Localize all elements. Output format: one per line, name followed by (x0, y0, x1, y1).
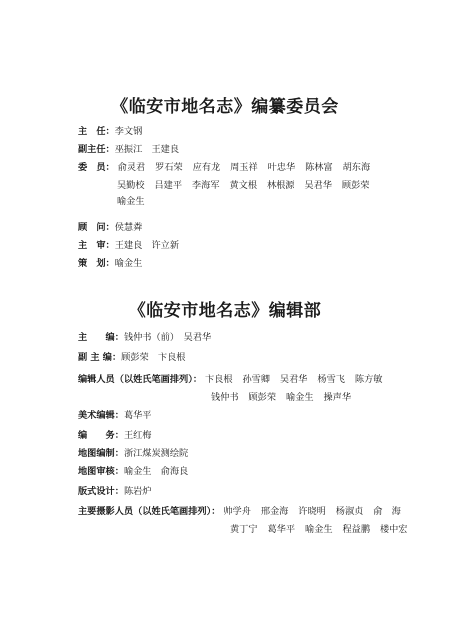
planner-value: 喻金生 (114, 258, 143, 269)
advisor-row (78, 222, 142, 234)
photographer-name: 杨淑贞 (335, 506, 364, 517)
photographer-name: 葛华平 (267, 524, 296, 535)
deputy-editor-row (78, 352, 185, 364)
planner-row (78, 258, 142, 270)
member-name: 李海军 (191, 180, 220, 191)
editorial-title: 《临安市地名志》编辑部 (128, 301, 322, 321)
map-compilation-value: 浙江煤炭测绘院 (123, 448, 189, 459)
art-editor-label: 美术编辑： (78, 410, 124, 421)
advisor-label: 顾 问： (78, 222, 115, 233)
deputy-director-value: 巫振江 王建良 (114, 144, 180, 155)
editors-row-1 (78, 374, 382, 386)
planner-label: 策 划： (78, 258, 115, 269)
map-review-label: 地图审核： (78, 466, 124, 477)
advisor-value: 侯慧粦 (114, 222, 143, 233)
committee-director-row (78, 126, 142, 138)
layout-design-row (78, 486, 152, 498)
editor-name: 喻金生 (285, 392, 314, 403)
committee-deputy-row (78, 144, 179, 156)
editor-name: 操声华 (323, 392, 352, 403)
map-compilation-row (78, 448, 188, 460)
editor-name: 孙雪卿 (242, 374, 270, 385)
deputy-editor-value: 顾彭荣 卞良根 (121, 352, 186, 363)
member-name: 周玉祥 (230, 162, 258, 173)
editor-in-chief-value: 钱仲书（前） 吴君华 (123, 332, 212, 343)
member-name: 陈林富 (305, 162, 333, 173)
member-name: 胡东海 (342, 162, 371, 173)
editors-label: 编辑人员（以姓氏笔画排列）： (78, 374, 203, 385)
photographers-label: 主要摄影人员（以姓氏笔画排列）： (78, 506, 221, 517)
member-name: 黄文根 (229, 180, 258, 191)
art-editor-value: 葛华平 (123, 410, 152, 421)
deputy-editor-label: 副 主 编： (78, 352, 122, 363)
chief-reviewer-row (78, 240, 179, 252)
member-name: 吴君华 (304, 180, 332, 191)
map-review-value: 喻金生 俞海良 (123, 466, 189, 477)
photographer-name: 黄丁宁 (230, 524, 258, 535)
editor-name: 陈方敏 (354, 374, 383, 385)
photographer-name: 程益鹏 (342, 524, 371, 535)
editorial-affairs-value: 王红梅 (123, 430, 152, 441)
photographer-name: 邢金海 (260, 506, 289, 517)
photographer-name: 许晓明 (298, 506, 326, 517)
committee-title: 《临安市地名志》编纂委员会 (111, 97, 339, 117)
chief-reviewer-value: 王建良 许立新 (114, 240, 180, 251)
layout-design-value: 陈岩炉 (123, 486, 152, 497)
layout-design-label: 版式设计： (78, 486, 124, 497)
editor-in-chief-label: 主 编： (78, 332, 124, 343)
editor-name: 顾彭荣 (248, 392, 277, 403)
member-name: 罗石荣 (155, 162, 183, 173)
member-name: 俞灵君 (117, 162, 146, 173)
photographer-name: 楼中宏 (379, 524, 408, 535)
chief-reviewer-label: 主 审： (78, 240, 115, 251)
committee-members-row-3 (117, 196, 145, 208)
editorial-affairs-row (78, 430, 152, 442)
photographer-name: 俞 海 (373, 506, 401, 517)
photographer-name: 喻金生 (304, 524, 333, 535)
committee-members-row-2 (117, 180, 369, 192)
member-name: 应有龙 (192, 162, 221, 173)
editor-name: 杨雪飞 (317, 374, 345, 385)
member-name: 喻金生 (117, 196, 145, 207)
member-name: 叶忠华 (267, 162, 296, 173)
editor-name: 吴君华 (279, 374, 308, 385)
member-name: 林根源 (266, 180, 295, 191)
members-label: 委 员： (78, 162, 115, 173)
photographers-row-1 (78, 506, 401, 518)
editor-name: 卞良根 (204, 374, 233, 385)
director-label: 主 任： (78, 126, 115, 137)
member-name: 吴勤校 (117, 180, 145, 191)
art-editor-row (78, 410, 152, 422)
photographers-row-2 (230, 524, 408, 536)
editor-in-chief-row (78, 332, 211, 344)
map-review-row (78, 466, 188, 478)
deputy-director-label: 副主任： (78, 144, 115, 155)
member-name: 吕建平 (154, 180, 183, 191)
member-name: 顾彭荣 (341, 180, 370, 191)
photographer-name: 帅学舟 (223, 506, 251, 517)
committee-members-row-1 (78, 162, 370, 174)
editor-name: 钱仲书 (211, 392, 239, 403)
editors-row-2 (211, 392, 351, 404)
editorial-affairs-label: 编 务： (78, 430, 124, 441)
director-value: 李文钢 (114, 126, 143, 137)
map-compilation-label: 地图编制： (78, 448, 124, 459)
